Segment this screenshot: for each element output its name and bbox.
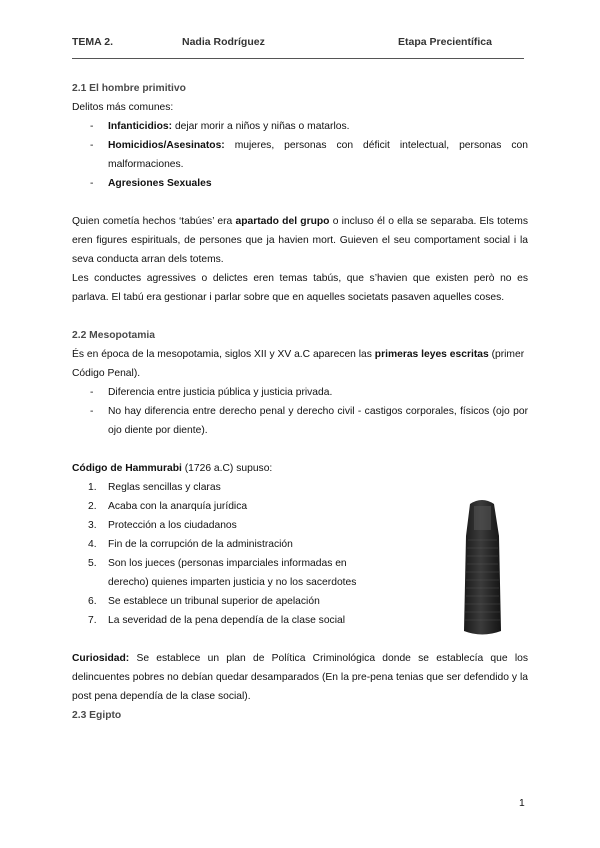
list-item: - Diferencia entre justicia pública y justicia privada. <box>72 383 528 402</box>
list-item: - Infanticidios: dejar morir a niños y niñas o matarlos. <box>72 117 528 136</box>
section-intro: Delitos más comunes: <box>72 102 174 113</box>
list-item: - Homicidios/Asesinatos: mujeres, personas con déficit intelectual, personas con malformaciones. <box>72 136 528 174</box>
list-item: - Agresiones Sexuales <box>72 174 528 193</box>
list-item: 4. Fin de la corrupción de la administración <box>88 539 293 550</box>
paragraph-curiosity: Curiosidad: Se establece un plan de Política Criminológica donde se establecía que los delincuentes pobres no debían quedar desamparados (En la pre-pena tenias que ser defendido y la post pena dependía de la clase social). <box>72 653 528 702</box>
list-item: 5. Son los jueces (personas imparciales informadas en derecho) quienes imparten justicia y no los sacerdotes <box>88 558 357 588</box>
crime-list <box>72 117 528 193</box>
list-item: 2. Acaba con la anarquía jurídica <box>88 501 248 512</box>
list-item: 3. Protección a los ciudadanos <box>88 520 237 531</box>
section-title-egypt: 2.3 Egipto <box>72 710 122 721</box>
paragraph-taboo: Quien cometía hechos ‘tabúes’ era apartado del grupo o incluso él o ella se separaba. Els totems eren figures espirituals, de persones que ja havien mort. Guieven el seu comportament social i la seva conducta arran dels totems. <box>72 216 528 265</box>
header-author: Nadia Rodríguez <box>182 36 265 48</box>
hammurabi-stele-image <box>461 496 503 638</box>
list-item: - No hay diferencia entre derecho penal y derecho civil - castigos corporales, físicos (ojo por ojo diente por diente). <box>72 402 528 440</box>
header-divider <box>72 58 524 59</box>
page-header <box>72 36 524 52</box>
justice-list <box>72 383 528 440</box>
paragraph-conduct: Les conductes agressives o delictes eren temas tabús, que s’havien que existen però no es parlava. El tabú era gestionar i parlar sobre que en aquelles societats pasaven aquelles coses. <box>72 273 528 303</box>
section-title-primitive: 2.1 El hombre primitivo <box>72 83 186 94</box>
header-topic: TEMA 2. <box>72 36 114 48</box>
page-number: 1 <box>519 798 525 809</box>
code-heading: Código de Hammurabi (1726 a.C) supuso: <box>72 463 273 474</box>
paragraph-laws: És en época de la mesopotamia, siglos XII y XV a.C aparecen las primeras leyes escritas (primer Código Penal). <box>72 349 525 379</box>
list-item: 6. Se establece un tribunal superior de apelación <box>88 596 320 607</box>
list-item: 7. La severidad de la pena dependía de la clase social <box>88 615 345 626</box>
section-title-mesopotamia: 2.2 Mesopotamia <box>72 330 155 341</box>
list-item: 1. Reglas sencillas y claras <box>88 482 221 493</box>
document-body <box>72 79 528 725</box>
hammurabi-list <box>72 478 432 630</box>
header-subject: Etapa Precientífica <box>398 36 492 48</box>
